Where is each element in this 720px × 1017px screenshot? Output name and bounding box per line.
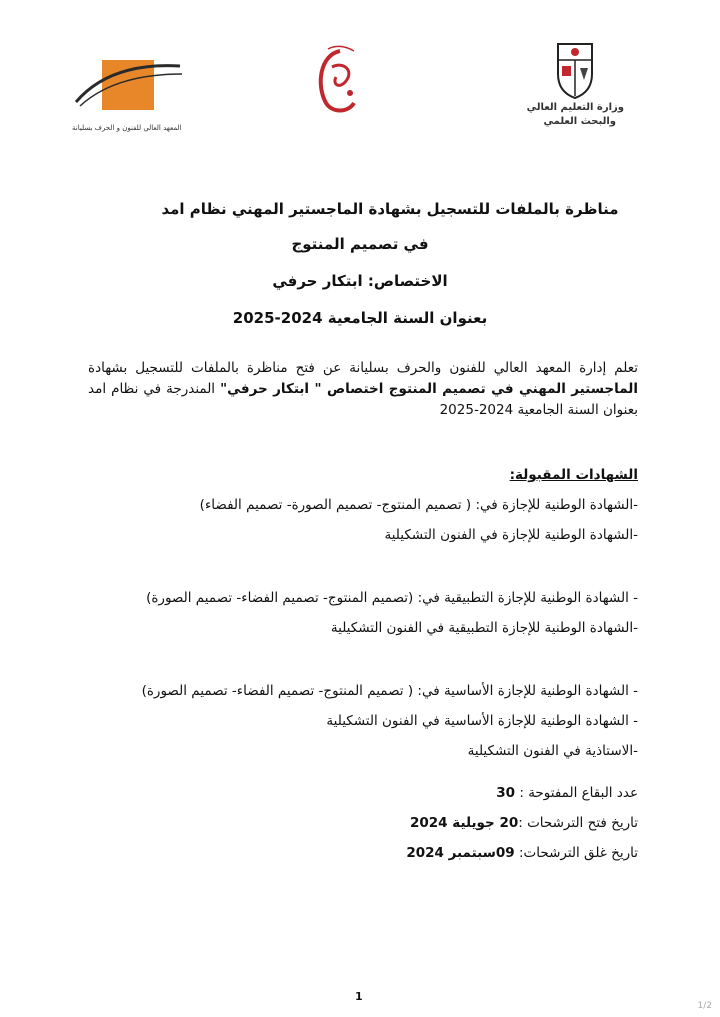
institute-logo <box>70 52 190 142</box>
intro-part-3: المندرجة في نظام امد بعنوان السنة الجامعية 2024-2025 <box>88 381 638 418</box>
open-date-line <box>410 815 638 831</box>
page-counter: 1/2 <box>697 1001 712 1011</box>
title-line-3: الاختصاص: ابتكار حرفي <box>272 272 448 290</box>
title-line-1: مناظرة بالملفات للتسجيل بشهادة الماجستير المهني نظام امد <box>161 200 619 218</box>
accepted-item: - الشهادة الوطنية للإجازة الأساسية في: ( تصميم المنتوج- تصميم الفضاء- تصميم الصورة) <box>141 683 638 699</box>
ministry-caption-line2: والبحث العلمي <box>543 116 616 127</box>
page-number: 1 <box>355 990 363 1003</box>
accepted-heading: الشهادات المقبولة: <box>509 467 638 483</box>
intro-part-1: تعلم إدارة المعهد العالي للفنون والحرف بسليانة عن فتح مناظرة بالملفات للتسجيل بشهادة <box>88 360 638 376</box>
close-date-line <box>406 845 638 861</box>
accepted-item: - الشهادة الوطنية للإجازة التطبيقية في: (تصميم المنتوج- تصميم الفضاء- تصميم الصورة) <box>146 590 638 606</box>
open-date-value: 20 جويلية 2024 <box>409 815 519 831</box>
intro-part-2: الماجستير المهني في تصميم المنتوج اختصاص " ابتكار حرفي" <box>220 381 638 397</box>
close-date-value: 09سبتمبر 2024 <box>406 845 515 861</box>
ministry-emblem-icon <box>520 40 630 100</box>
seats-line <box>496 785 638 801</box>
accepted-item: -الشهادة الوطنية للإجازة في الفنون التشكيلية <box>384 527 638 543</box>
institute-logo-caption: المعهد العالي للفنون و الحرف بسليانة <box>72 124 182 132</box>
accepted-item: -الاستاذية في الفنون التشكيلية <box>467 743 638 759</box>
university-logo <box>310 45 370 120</box>
close-date-label: تاريخ غلق الترشحات: <box>518 845 638 861</box>
accepted-item: -الشهادة الوطنية للإجازة التطبيقية في الفنون التشكيلية <box>330 620 638 636</box>
intro-paragraph <box>88 358 638 421</box>
open-date-label: تاريخ فتح الترشحات : <box>518 815 638 831</box>
seats-label: عدد البقاع المفتوحة : <box>519 785 638 801</box>
title-line-2: في تصميم المنتوج <box>291 235 429 253</box>
accepted-item: - الشهادة الوطنية للإجازة الأساسية في الفنون التشكيلية <box>326 713 638 729</box>
title-line-4: بعنوان السنة الجامعية 2024-2025 <box>232 309 488 327</box>
institute-logo-mark <box>70 52 190 122</box>
ministry-logo <box>520 40 630 135</box>
seats-value: 30 <box>496 785 516 801</box>
ministry-caption-line1: وزارة التعليم العالي <box>526 102 624 113</box>
university-logo-mark <box>310 45 370 120</box>
accepted-item: -الشهادة الوطنية للإجازة في: ( تصميم المنتوج- تصميم الصورة- تصميم الفضاء) <box>199 497 638 513</box>
